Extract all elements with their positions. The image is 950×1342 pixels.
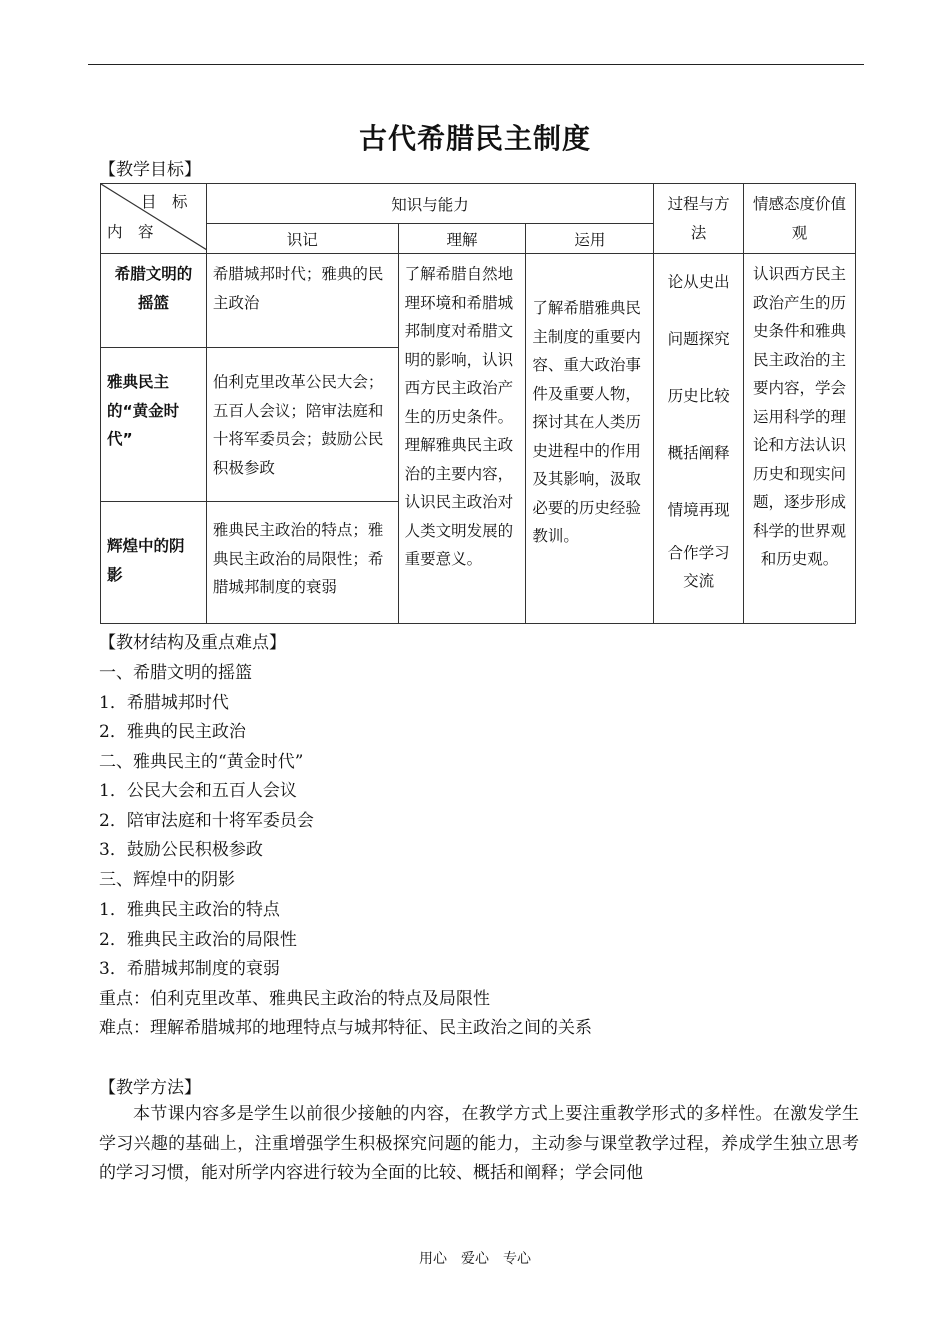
process-cell bbox=[654, 254, 744, 624]
outline-item: 1．雅典民主政治的特点 bbox=[99, 900, 280, 920]
outline-item: 三、辉煌中的阴影 bbox=[99, 870, 235, 890]
row-recall-3: 雅典民主政治的特点；雅典民主政治的局限性；希腊城邦制度的衰弱 bbox=[206, 502, 398, 624]
teaching-goals-table bbox=[100, 183, 856, 624]
process-item: 论从史出 bbox=[667, 273, 730, 291]
emotion-header: 情感态度价值观 bbox=[744, 184, 856, 254]
recall-header: 识记 bbox=[206, 224, 398, 254]
diagonal-header-cell bbox=[101, 184, 207, 254]
outline-item: 2．陪审法庭和十将军委员会 bbox=[99, 811, 314, 831]
understand-header: 理解 bbox=[398, 224, 526, 254]
page-footer: 用心 爱心 专心 bbox=[419, 1251, 531, 1267]
understand-cell: 了解希腊自然地理环境和希腊城邦制度对希腊文明的影响，认识西方民主政治产生的历史条件。理解雅典民主政治的主要内容，认识民主政治对人类文明发展的重要意义。 bbox=[398, 254, 526, 624]
row-content-3: 辉煌中的阴影 bbox=[101, 502, 207, 624]
key-point: 重点：伯利克里改革、雅典民主政治的特点及局限性 bbox=[99, 989, 490, 1009]
process-item: 问题探究 bbox=[667, 330, 730, 348]
process-item: 情境再现 bbox=[667, 501, 730, 519]
outline-item: 1．公民大会和五百人会议 bbox=[99, 781, 297, 801]
methods-heading: 【教学方法】 bbox=[99, 1078, 201, 1098]
outline-item: 3．希腊城邦制度的衰弱 bbox=[99, 959, 280, 979]
process-item: 合作学习交流 bbox=[667, 544, 730, 590]
outline-item: 2．雅典民主政治的局限性 bbox=[99, 930, 297, 950]
row-content-2: 雅典民主的“黄金时代” bbox=[101, 348, 207, 502]
outline-item: 1．希腊城邦时代 bbox=[99, 693, 229, 713]
methods-paragraph: 本节课内容多是学生以前很少接触的内容，在教学方式上要注重教学形式的多样性。在激发学生学习兴趣的基础上，注重增强学生积极探究问题的能力，主动参与课堂教学过程，养成学生独立思考的学习习惯，能对所学内容进行较为全面的比较、概括和阐释；学会同他 bbox=[99, 1104, 859, 1183]
row-recall-2: 伯利克里改革公民大会；五百人会议；陪审法庭和十将军委员会；鼓励公民积极参政 bbox=[206, 348, 398, 502]
outline-item: 一、希腊文明的摇篮 bbox=[99, 663, 252, 683]
diag-content-label: 内 容 bbox=[107, 223, 154, 241]
page-title: 古代希腊民主制度 bbox=[358, 122, 591, 155]
row-recall-1: 希腊城邦时代；雅典的民主政治 bbox=[206, 254, 398, 348]
teaching-goals-heading: 【教学目标】 bbox=[99, 160, 201, 180]
row-content-1: 希腊文明的摇篮 bbox=[101, 254, 207, 348]
apply-cell: 了解希腊雅典民主制度的重要内容、重大政治事件及重要人物，探讨其在人类历史进程中的作用及其影响，汲取必要的历史经验教训。 bbox=[526, 254, 654, 624]
knowledge-header: 知识与能力 bbox=[206, 184, 653, 224]
diag-goal-label: 目 标 bbox=[141, 193, 188, 211]
process-item: 历史比较 bbox=[667, 387, 730, 405]
outline-item: 2．雅典的民主政治 bbox=[99, 722, 246, 742]
emotion-cell: 认识西方民主政治产生的历史条件和雅典民主政治的主要内容，学会运用科学的理论和方法认识历史和现实问题，逐步形成科学的世界观和历史观。 bbox=[744, 254, 856, 624]
outline-item: 3．鼓励公民积极参政 bbox=[99, 840, 263, 860]
outline-item: 二、雅典民主的“黄金时代” bbox=[99, 752, 304, 772]
structure-heading: 【教材结构及重点难点】 bbox=[99, 633, 286, 653]
process-item: 概括阐释 bbox=[667, 444, 730, 462]
apply-header: 运用 bbox=[526, 224, 654, 254]
header-rule bbox=[88, 64, 864, 65]
process-header: 过程与方法 bbox=[654, 184, 744, 254]
difficult-point: 难点：理解希腊城邦的地理特点与城邦特征、民主政治之间的关系 bbox=[99, 1018, 592, 1038]
